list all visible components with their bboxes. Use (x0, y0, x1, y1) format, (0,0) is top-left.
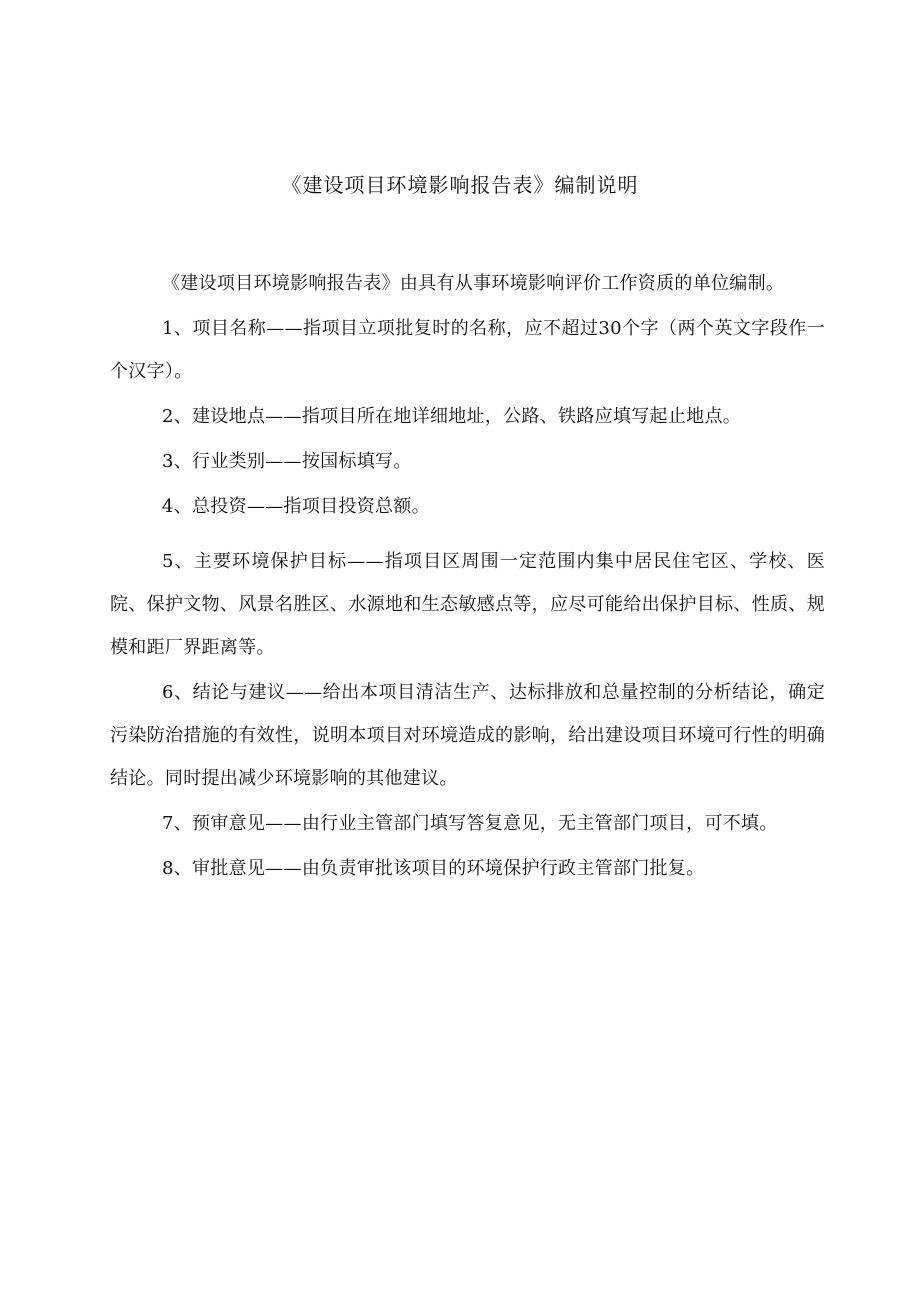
item-approval-opinion: 8、审批意见——由负责审批该项目的环境保护行政主管部门批复。 (162, 858, 705, 879)
item-total-investment: 4、总投资——指项目投资总额。 (162, 496, 430, 517)
item-industry-category: 3、行业类别——按国标填写。 (162, 451, 412, 472)
item-preliminary-review: 7、预审意见——由行业主管部门填写答复意见，无主管部门项目，可不填。 (162, 813, 778, 834)
document-title: 《建设项目环境影响报告表》编制说明 (281, 173, 639, 197)
document-body (110, 262, 825, 890)
item-conclusion-advice: 6、结论与建议——给出本项目清洁生产、达标排放和总量控制的分析结论，确定污染防治措施的有效性，说明本项目对环境造成的影响，给出建设项目环境可行性的明确结论。同时提出减少环境影响的其他建议。 (110, 682, 825, 789)
item-protection-targets: 5、主要环境保护目标——指项目区周围一定范围内集中居民住宅区、学校、医院、保护文物、风景名胜区、水源地和生态敏感点等，应尽可能给出保护目标、性质、规模和距厂界距离等。 (110, 551, 825, 658)
item-project-name: 1、项目名称——指项目立项批复时的名称，应不超过30个字（两个英文字段作一个汉字）。 (110, 318, 825, 382)
intro-paragraph: 《建设项目环境影响报告表》由具有从事环境影响评价工作资质的单位编制。 (162, 273, 785, 294)
item-construction-site: 2、建设地点——指项目所在地详细地址，公路、铁路应填写起止地点。 (162, 406, 742, 427)
